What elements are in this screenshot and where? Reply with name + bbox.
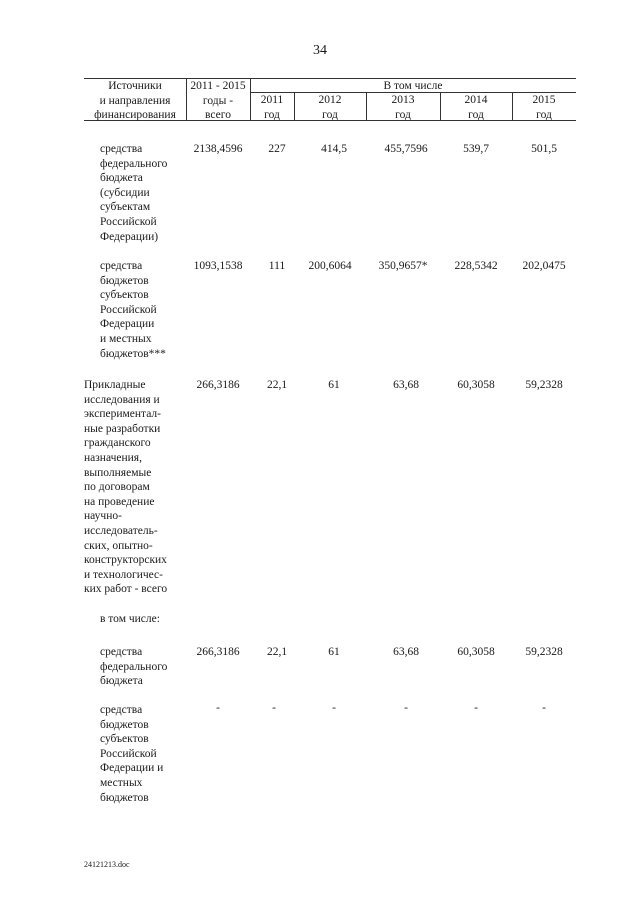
cell-2015: 59,2328 — [525, 646, 563, 658]
cell-2013: 63,68 — [393, 379, 419, 391]
row-label: средства федерального бюджета — [100, 646, 168, 688]
cell-2014: 539,7 — [463, 143, 489, 155]
row-label: Прикладные исследования и экспериментал- ные разработки гражданского назначения, выполняемые по договорам на проведение научно- исследователь- ских, опытно- конструкторских и технологичес- ких работ - всего — [84, 379, 168, 596]
page-number: 34 — [313, 43, 327, 58]
cell-2012: - — [332, 702, 336, 714]
cell-2015: 501,5 — [531, 143, 557, 155]
header-year-2013: 2013 год — [391, 94, 415, 121]
row-label: средства бюджетов субъектов Российской Федерации и местных бюджетов — [100, 704, 164, 804]
cell-2013: 350,9657* — [378, 260, 428, 272]
cell-2011: 22,1 — [266, 379, 288, 391]
row-label: средства федерального бюджета (субсидии субъектам Российской Федерации) — [100, 143, 168, 243]
cell-2015: - — [542, 702, 546, 714]
cell-total: - — [216, 702, 220, 714]
header-including: В том числе — [383, 80, 443, 92]
cell-2011: 227 — [268, 143, 286, 155]
header-year-2015: 2015 год — [532, 94, 556, 121]
cell-2015: 202,0475 — [522, 260, 566, 272]
footer-filename: 24121213.doc — [84, 860, 130, 869]
cell-2011: - — [272, 702, 276, 714]
cell-2012: 414,5 — [321, 143, 347, 155]
cell-2012: 61 — [328, 646, 340, 658]
cell-2012: 200,6064 — [308, 260, 352, 272]
cell-total: 266,3186 — [196, 646, 240, 658]
cell-2015: 59,2328 — [525, 379, 563, 391]
cell-2014: 228,5342 — [454, 260, 498, 272]
cell-2012: 61 — [328, 379, 340, 391]
cell-total: 2138,4596 — [193, 143, 243, 155]
cell-total: 266,3186 — [196, 379, 240, 391]
row-label: средства бюджетов субъектов Российской Федерации и местных бюджетов*** — [100, 260, 166, 360]
cell-2014: 60,3058 — [457, 379, 495, 391]
header-year-2011: 2011 год — [260, 94, 284, 121]
row-label: в том числе: — [100, 613, 160, 625]
cell-2014: 60,3058 — [457, 646, 495, 658]
cell-2013: 63,68 — [393, 646, 419, 658]
cell-2013: 455,7596 — [384, 143, 428, 155]
header-year-2012: 2012 год — [318, 94, 342, 121]
cell-total: 1093,1538 — [193, 260, 243, 272]
header-sources: Источники и направления финансирования — [94, 80, 176, 122]
cell-2011: 111 — [268, 260, 286, 272]
cell-2014: - — [474, 702, 478, 714]
cell-2013: - — [404, 702, 408, 714]
cell-2011: 22,1 — [266, 646, 288, 658]
header-total: 2011 - 2015 годы - всего — [190, 80, 246, 122]
header-year-2014: 2014 год — [464, 94, 488, 121]
